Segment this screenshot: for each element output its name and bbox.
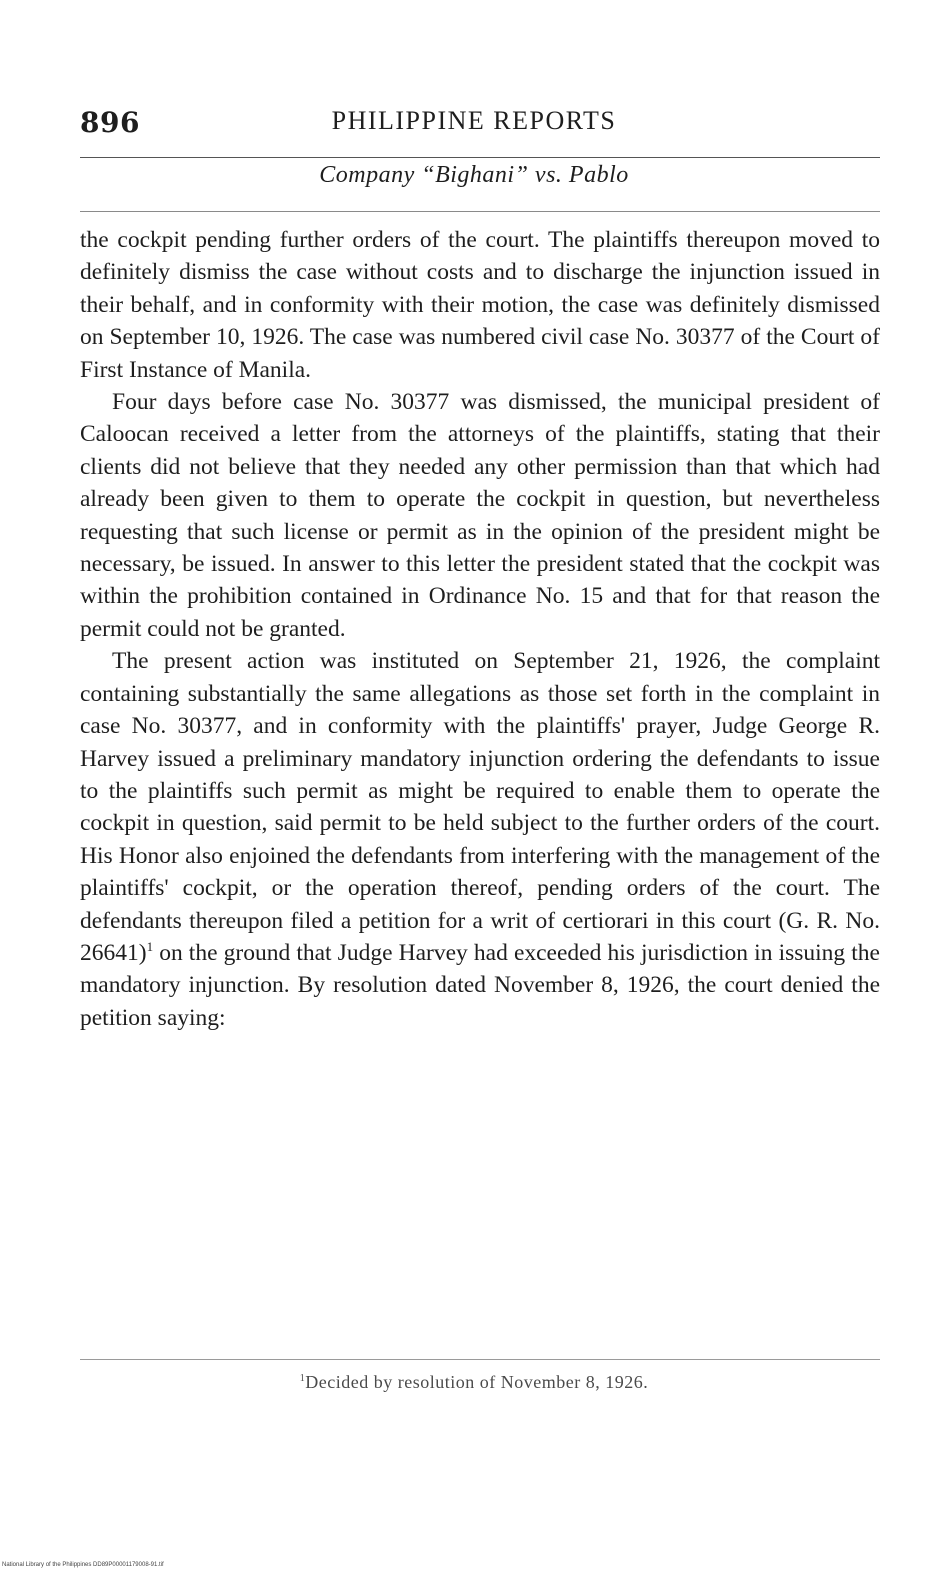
paragraph-continuation: the cockpit pending further orders of the court. The plaintiffs thereupon moved to definitely dismiss the case without costs and to discharge the injunction issued in their behalf, and in conformity with their motion, the case was definitely dismissed on September 10, 1926. The case was numbered civil case No. 30377 of the Court of First Instance of Manila. [80, 227, 880, 383]
paragraph [80, 645, 880, 1034]
case-title: Company “Bighani” vs. Pablo [319, 162, 629, 188]
paragraph: Four days before case No. 30377 was dismissed, the municipal president of Caloocan received a letter from the attorneys of the plaintiffs, stating that their clients did not believe that they needed any other permission than that which had already been given to them to operate the cockpit in question, but nevertheless requesting that such license or permit as in the opinion of the president might be necessary, be issued. In answer to this letter the president stated that the cockpit was within the prohibition contained in Ordinance No. 15 and that for that reason the permit could not be granted. [80, 389, 880, 642]
footnote-reference: 1 [146, 939, 154, 955]
footnote-rule [80, 1359, 880, 1360]
paragraph-text: The present action was instituted on September 21, 1926, the complaint containing substantially the same allegations as those set forth in the complaint in case No. 30377, and in conformity with the plaintiffs' prayer, Judge George R. Harvey issued a preliminary mandatory injunction ordering the defendants to issue to the plaintiffs such permit as might be required to enable them to operate the cockpit in question, said permit to be held subject to the further orders of the court. His Honor also enjoined the defendants from interfering with the management of the plaintiffs' cockpit, or the operation thereof, pending orders of the court. The defendants thereupon filed a petition for a writ of certiorari in this court (G. R. No. 26641) [80, 648, 880, 966]
footnote-text: Decided by resolution of November 8, 1926. [305, 1372, 649, 1392]
body-text [80, 224, 880, 1034]
case-title-rule [80, 211, 880, 212]
paragraph-text: on the ground that Judge Harvey had exceeded his jurisdiction in issuing the mandatory injunction. By resolution dated November 8, 1926, the court denied the petition saying: [80, 939, 880, 1031]
running-head: PHILIPPINE REPORTS [331, 106, 617, 135]
scan-credit: National Library of the Philippines DD89P00001179008-91.tif [2, 1562, 164, 1568]
page-number: 896 [80, 106, 140, 139]
header-rule [80, 157, 880, 158]
footnote-marker: 1 [299, 1373, 306, 1384]
footnote [0, 1372, 948, 1393]
